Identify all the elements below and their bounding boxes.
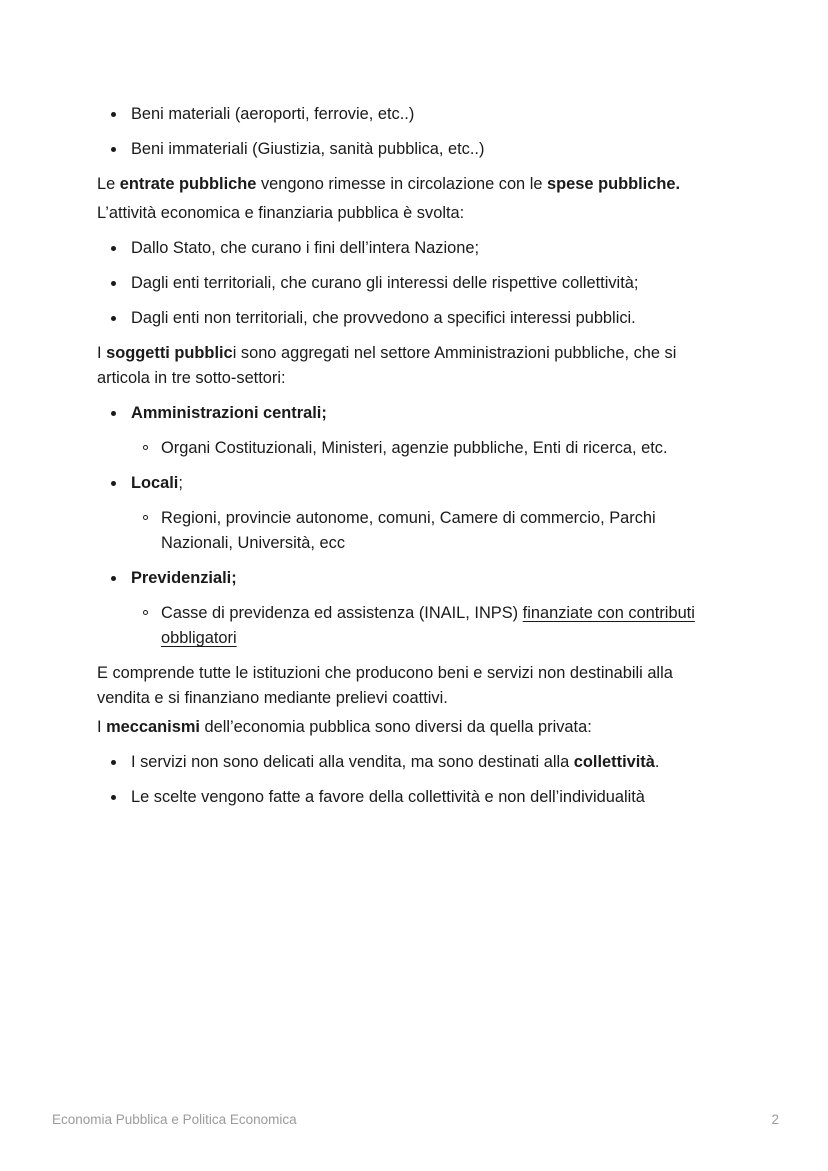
bullet-text [131,753,659,771]
bullet-list [97,102,727,162]
text-run: Dagli enti non territoriali, che provvedono a specifici interessi pubblici. [131,309,636,327]
document-content [97,92,727,820]
bullet-text [131,788,645,806]
circle-bullet-icon [143,610,148,615]
bullet-item [97,102,727,127]
bullet-icon [111,147,116,152]
bullet-icon [111,246,116,251]
text-run: spese pubbliche. [547,175,681,193]
bullet-icon [111,112,116,117]
text-run: Amministrazioni centrali; [131,404,327,422]
bullet-icon [111,481,116,486]
text-run: finanziate con contributi obbligatori [161,604,695,647]
bullet-text [161,439,668,457]
bullet-list [97,750,727,810]
bullet-icon [111,411,116,416]
text-run: soggetti pubblic [106,344,233,362]
bullet-text [131,239,479,257]
text-run: Beni immateriali (Giustizia, sanità pubblica, etc..) [131,140,485,158]
text-run: Le scelte vengono fatte a favore della collettività e non dell’individualità [131,788,645,806]
page-number: 2 [771,1112,779,1127]
text-run: Le [97,175,120,193]
text-run: dell’economia pubblica sono diversi da quella privata: [199,718,592,736]
bullet-text [131,105,414,123]
bullet-icon [111,576,116,581]
text-run: entrate pubbliche [119,175,257,193]
text-run: ; [178,474,183,492]
bullet-item [97,785,727,810]
bullet-list [97,236,727,331]
bullet-icon [111,316,116,321]
text-run: vengono rimesse in circolazione con le [256,175,548,193]
text-run: L’attività economica e finanziaria pubblica è svolta: [97,204,465,222]
text-run: E comprende tutte le istituzioni che producono beni e servizi non destinabili alla vendita e si finanziano mediante prelievi coattivi. [97,664,673,707]
paragraph [97,715,727,740]
circle-bullet-icon [143,515,148,520]
paragraph [97,341,727,391]
paragraph [97,201,727,226]
sub-bullet-item [97,506,727,556]
text-run: Dallo Stato, che curano i fini dell’intera Nazione; [131,239,480,257]
bullet-text [131,404,327,422]
bullet-icon [111,281,116,286]
bullet-item [97,401,727,426]
bullet-item [97,137,727,162]
text-run: Dagli enti territoriali, che curano gli interessi delle rispettive collettività; [131,274,639,292]
paragraph [97,661,727,711]
bullet-item [97,236,727,261]
bullet-text [131,569,237,587]
bullet-icon [111,760,116,765]
bullet-item [97,750,727,775]
text-run: . [654,753,660,771]
bullet-list [97,401,727,651]
bullet-item [97,566,727,591]
footer-title: Economia Pubblica e Politica Economica [52,1112,297,1127]
sub-bullet-item [97,601,727,651]
text-run: collettività [573,753,655,771]
page-footer [52,1111,779,1128]
bullet-text [131,309,636,327]
text-run: i sono aggregati nel settore Amministrazioni pubbliche, che si articola in tre sotto-settori: [97,344,677,387]
text-run: I [97,344,107,362]
bullet-text [161,604,695,647]
text-run: Casse di previdenza ed assistenza (INAIL, INPS) [161,604,523,622]
bullet-icon [111,795,116,800]
text-run: Previdenziali; [131,569,237,587]
bullet-item [97,306,727,331]
text-run: Organi Costituzionali, Ministeri, agenzie pubbliche, Enti di ricerca, etc. [161,439,668,457]
paragraph [97,172,727,197]
bullet-text [131,474,183,492]
bullet-item [97,471,727,496]
sub-bullet-item [97,436,727,461]
bullet-item [97,271,727,296]
bullet-text [161,509,656,552]
text-run: Regioni, provincie autonome, comuni, Camere di commercio, Parchi Nazionali, Università, ecc [161,509,656,552]
text-run: I [97,718,107,736]
text-run: I servizi non sono delicati alla vendita, ma sono destinati alla [131,753,574,771]
circle-bullet-icon [143,445,148,450]
text-run: Locali [131,474,179,492]
bullet-text [131,274,638,292]
text-run: meccanismi [106,718,200,736]
text-run: Beni materiali (aeroporti, ferrovie, etc..) [131,105,415,123]
bullet-text [131,140,484,158]
